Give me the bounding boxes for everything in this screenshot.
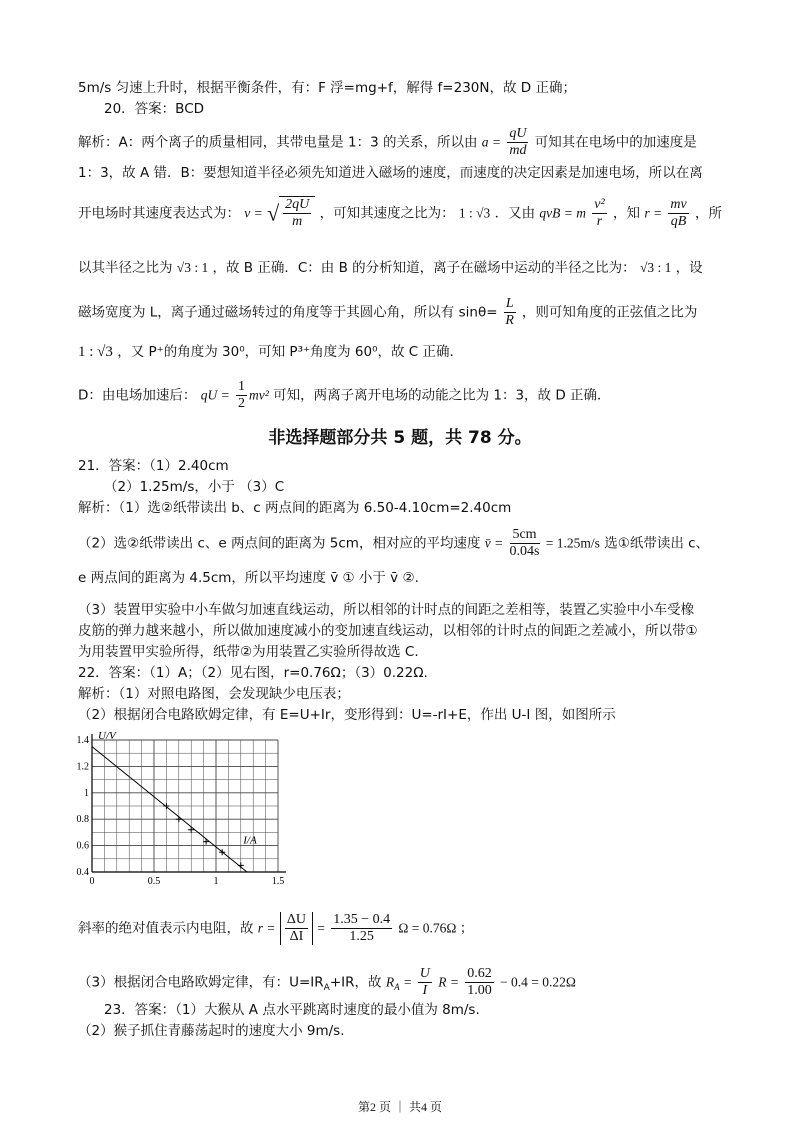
y-tick-label: 1.4 — [76, 735, 89, 746]
answer-22: 22．答案：（1）A；（2）见右图，r=0.76Ω；（3）0.22Ω. — [78, 665, 428, 681]
text-span: （2）选②纸带读出 c、e 两点间的距离为 5cm，相对应的平均速度 — [78, 535, 481, 552]
data-point — [188, 827, 194, 833]
y-tick-label: 0.4 — [76, 867, 89, 878]
x-tick-label: 1.5 — [271, 876, 285, 887]
fraction — [507, 126, 528, 159]
text-line — [78, 527, 709, 560]
math-mv2: mv² — [248, 387, 269, 403]
fraction — [331, 912, 392, 945]
math-vbar: v̄ = — [484, 535, 504, 551]
math-result: − 0.4 = 0.22Ω — [500, 974, 576, 990]
fit-line — [92, 747, 247, 872]
text-span: 开电场时其速度表达式为： — [78, 205, 240, 222]
x-tick-label: 1 — [213, 876, 219, 887]
math-ra: R — [385, 974, 395, 990]
math-result: Ω = 0.76Ω ； — [398, 920, 474, 936]
text-line: （3）装置甲实验中小车做匀加速直线运动，所以相邻的计时点的间距之差相等，装置乙实验中小车受橡 — [78, 602, 695, 618]
numerator: 5cm — [510, 527, 540, 544]
math-r: r = — [644, 205, 663, 221]
text-span: （3）根据闭合电路欧姆定律，有：U=IR — [78, 974, 324, 991]
y-tick-label: 0.6 — [76, 840, 89, 852]
numerator: 2qU — [285, 197, 310, 212]
text-line: 1：3，故 A 错．B：要想知道半径必须先知道进入磁场的速度，而速度的决定因素是加速电场，所以在离 — [78, 165, 703, 181]
math-r: R = — [438, 974, 459, 990]
text-span: ，知 — [613, 205, 641, 222]
math-a: a = — [481, 134, 502, 150]
y-tick-label: 1 — [84, 787, 89, 799]
denominator: 1.25 — [349, 929, 374, 944]
answer-23: 23．答案：（1）大猴从 A 点水平跳离时速度的最小值为 8m/s. — [104, 1002, 480, 1018]
math-qvb: qvB = m — [539, 205, 586, 221]
text-span: ，所 — [694, 205, 722, 222]
data-point — [238, 862, 244, 868]
fraction — [504, 296, 516, 329]
text-span: D：由电场加速后： — [78, 387, 197, 404]
math-eq: = — [317, 920, 325, 936]
denominator: 2 — [237, 396, 245, 411]
x-tick-label: 0 — [89, 876, 95, 887]
answer-20: 20．答案：BCD — [104, 101, 205, 117]
text-span: 斜率的绝对值表示内电阻，故 — [78, 920, 254, 937]
text-span: 磁场宽度为 L，离子通过磁场转过的角度等于其圆心角，所以有 sinθ= — [78, 304, 498, 321]
x-tick-label: 0.5 — [147, 876, 161, 887]
denominator: R — [505, 313, 514, 328]
text-line — [78, 912, 473, 945]
text-span: +IR，故 — [329, 974, 382, 991]
text-line: （2）1.25m/s，小于 （3）C — [104, 479, 285, 495]
text-line: 解析：（1）选②纸带读出 b、c 两点间的距离为 6.50-4.10cm=2.40cm — [78, 500, 512, 516]
text-span: ，可知其速度之比为： — [319, 205, 455, 222]
fraction — [418, 966, 432, 999]
denominator: md — [509, 143, 527, 158]
numerator: L — [505, 296, 514, 311]
denominator: r — [596, 214, 603, 229]
text-line: 为用装置甲实验所得，纸带②为用装置乙实验所得故选 C. — [78, 644, 419, 660]
fraction — [510, 527, 540, 560]
text-span: 解析：A：两个离子的质量相同，其带电量是 1：3 的关系，所以由 — [78, 134, 478, 151]
text-span: 选①纸带读出 c、 — [604, 535, 710, 552]
denominator: 0.04s — [509, 544, 540, 559]
text-line — [78, 126, 697, 159]
text-line: 皮筋的弹力越来越小，所以做加速度减小的变加速直线运动，以相邻的计时点的间距之差减小，所以带① — [78, 623, 698, 639]
denominator: qB — [670, 214, 687, 229]
text-span: ，则可知角度的正弦值之比为 — [521, 304, 698, 321]
fraction — [236, 379, 247, 412]
math-v: v = — [244, 205, 263, 221]
u-i-graph — [72, 730, 302, 890]
math-ratio: √3 : 1 — [639, 260, 672, 275]
numerator: v² — [594, 197, 605, 212]
text-span: 以其半径之比为 — [78, 260, 173, 276]
numerator: 0.62 — [467, 966, 492, 981]
text-line — [78, 258, 703, 278]
fraction — [283, 197, 311, 230]
text-span: ，故 B 正确．C：由 B 的分析知道，离子在磁场中运动的半径之比为： — [212, 260, 636, 276]
denominator: m — [292, 214, 303, 229]
text-span: ，设 — [675, 260, 703, 276]
text-line: （2）根据闭合电路欧姆定律，有 E=U+Ir，变形得到：U=-rI+E，作出 U-I 图，如图所示 — [78, 707, 616, 723]
numerator: qU — [509, 126, 527, 141]
math-ratio: √3 : 1 — [176, 260, 209, 275]
fraction — [592, 197, 606, 230]
fraction — [465, 966, 494, 999]
math-ratio: 1 : √3 — [78, 344, 113, 360]
numerator: ΔU — [286, 912, 306, 927]
denominator: I — [422, 983, 428, 998]
numerator: 1.35 − 0.4 — [333, 912, 391, 927]
page-footer: 第2 页 ｜ 共4 页 — [357, 1100, 442, 1114]
answer-21: 21．答案：（1）2.40cm — [78, 458, 229, 474]
numerator: U — [419, 966, 430, 981]
text-line — [78, 296, 697, 329]
math-eq: = — [403, 974, 412, 990]
y-axis-label: U/V — [98, 730, 116, 742]
math-result: = 1.25m/s — [545, 535, 600, 551]
data-point — [176, 816, 182, 822]
math-qu: qU = — [200, 387, 230, 403]
text-span: 可知其在电场中的加速度是 — [534, 134, 697, 151]
denominator: ΔI — [289, 929, 304, 944]
subscript: A — [323, 983, 330, 994]
x-axis-label: I/A — [243, 834, 257, 847]
text-span: ．又由 — [494, 205, 536, 222]
data-point — [203, 839, 209, 845]
math-r: r = — [257, 920, 276, 936]
numerator: mv — [670, 197, 687, 212]
numerator: 1 — [237, 379, 245, 394]
text-line: 解析：（1）对照电路图，会发现缺少电压表； — [78, 686, 350, 702]
y-tick-label: 1.2 — [76, 761, 89, 773]
fraction — [285, 912, 308, 945]
text-line — [78, 342, 463, 362]
y-tick-label: 0.8 — [76, 814, 89, 826]
subscript: A — [394, 982, 400, 993]
text-line: e 两点间的距离为 4.5cm，所以平均速度 v̄ ① 小于 v̄ ②. — [78, 570, 419, 586]
text-span: ，又 P⁺的角度为 30⁰，可知 P³⁺角度为 60⁰，故 C 正确． — [117, 344, 464, 360]
text-line — [78, 379, 611, 412]
fraction — [668, 197, 688, 230]
text-line — [78, 966, 576, 999]
text-line: （2）猴子抓住青藤荡起时的速度大小 9m/s. — [78, 1023, 345, 1039]
text-line — [78, 196, 722, 230]
text-span: 可知，两离子离开电场的动能之比为 1：3，故 D 正确． — [273, 387, 611, 404]
denominator: 1.00 — [467, 983, 492, 998]
sqrt-sign: √ — [267, 200, 280, 226]
math-ratio: 1 : √3 — [458, 205, 491, 221]
section-heading: 非选择题部分共 5 题，共 78 分。 — [268, 428, 532, 448]
text-line: 5m/s 匀速上升时，根据平衡条件，有：F 浮=mg+f，解得 f=230N，故 D 正确； — [78, 80, 576, 96]
